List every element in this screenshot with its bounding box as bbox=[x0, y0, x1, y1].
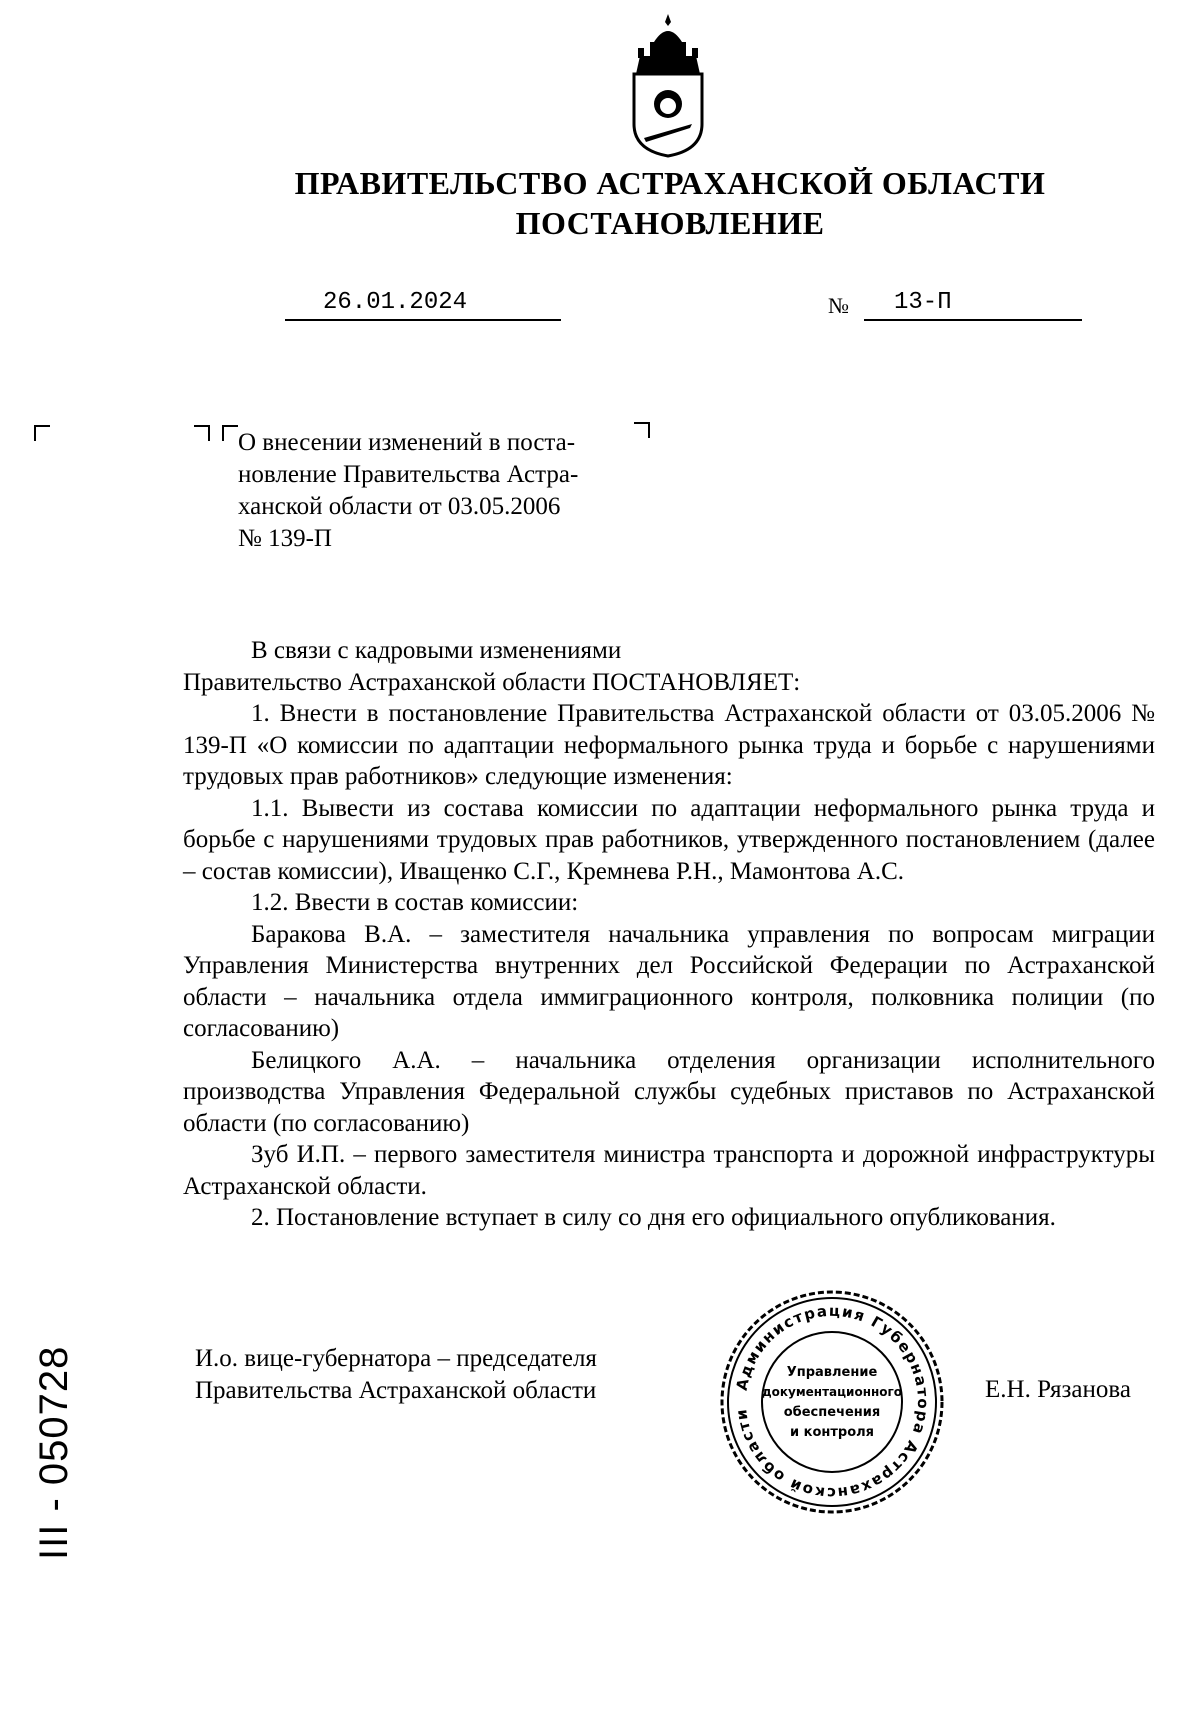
svg-text:документационного: документационного bbox=[761, 1385, 903, 1399]
number-sign: № bbox=[828, 293, 849, 318]
subject-line: О внесении изменений в поста- bbox=[238, 429, 576, 456]
resolution-body bbox=[183, 635, 1155, 1234]
document-date-value: 26.01.2024 bbox=[323, 289, 468, 316]
member-entry: Баракова В.А. – заместителя начальника управления по вопросам миграции Управления Министерства внутренних дел Российской Федерации по Астраханской области – начальника отдела иммиграционного контроля, полковника полиции (по согласованию) bbox=[183, 920, 1155, 1042]
address-corner-mark bbox=[194, 425, 210, 441]
signatory-title-line: И.о. вице-губернатора – председателя bbox=[195, 1345, 597, 1372]
preamble-line: В связи с кадровыми изменениями bbox=[251, 637, 622, 664]
subject-line: ханской области от 03.05.2006 bbox=[238, 493, 561, 520]
signatory-name: Е.Н. Рязанова bbox=[985, 1376, 1131, 1403]
item-1-2: 1.2. Ввести в состав комиссии: bbox=[251, 889, 579, 916]
coat-of-arms-icon bbox=[628, 12, 708, 158]
document-date bbox=[285, 289, 561, 321]
government-title: ПРАВИТЕЛЬСТВО АСТРАХАНСКОЙ ОБЛАСТИ bbox=[294, 165, 1046, 201]
subject-line: новление Правительства Астра- bbox=[238, 461, 579, 488]
resolution-clause: Правительство Астраханской области ПОСТАНОВЛЯЕТ: bbox=[183, 668, 801, 696]
item-1: 1. Внести в постановление Правительства Астраханской области от 03.05.2006 № 139-П «О комиссии по адаптации неформального рынка труда и борьбе с нарушениями трудовых прав работников» следующие изменения: bbox=[183, 700, 1155, 790]
member-entry: Зуб И.П. – первого заместителя министра транспорта и дорожной инфраструктуры Астраханской области. bbox=[183, 1141, 1155, 1200]
address-corner-mark bbox=[34, 425, 50, 441]
official-stamp bbox=[718, 1288, 946, 1516]
svg-text:обеспечения: обеспечения bbox=[783, 1405, 881, 1420]
document-number-value: 13-П bbox=[894, 289, 952, 316]
svg-text:Управление: Управление bbox=[786, 1365, 878, 1380]
document-type: ПОСТАНОВЛЕНИЕ bbox=[515, 205, 825, 241]
item-1-1: 1.1. Вывести из состава комиссии по адаптации неформального рынка труда и борьбе с нарушениями трудовых прав работников, утвержденного постановлением (далее – состав комиссии), Иващенко С.Г., Кремнева Р.Н., Мамонтова А.С. bbox=[183, 794, 1155, 885]
member-entry: Белицкого А.А. – начальника отделения организации исполнительного производства Управления Федеральной службы судебных приставов по Астраханской области (по согласованию) bbox=[183, 1046, 1155, 1137]
subject-block bbox=[238, 427, 638, 555]
blank-serial-number: ІІІ - 050728 bbox=[32, 1345, 76, 1560]
signatory-title-line: Правительства Астраханской области bbox=[195, 1377, 597, 1404]
item-2: 2. Постановление вступает в силу со дня его официального опубликования. bbox=[251, 1204, 1056, 1231]
svg-text:Администрация Губернатора Астр: Администрация Губернатора Астраханской области bbox=[732, 1301, 933, 1503]
signatory-title bbox=[195, 1343, 597, 1407]
subject-corner-mark bbox=[222, 425, 238, 441]
svg-text:и контроля: и контроля bbox=[789, 1425, 875, 1440]
subject-line: № 139-П bbox=[238, 525, 332, 552]
document-number bbox=[864, 289, 1082, 321]
